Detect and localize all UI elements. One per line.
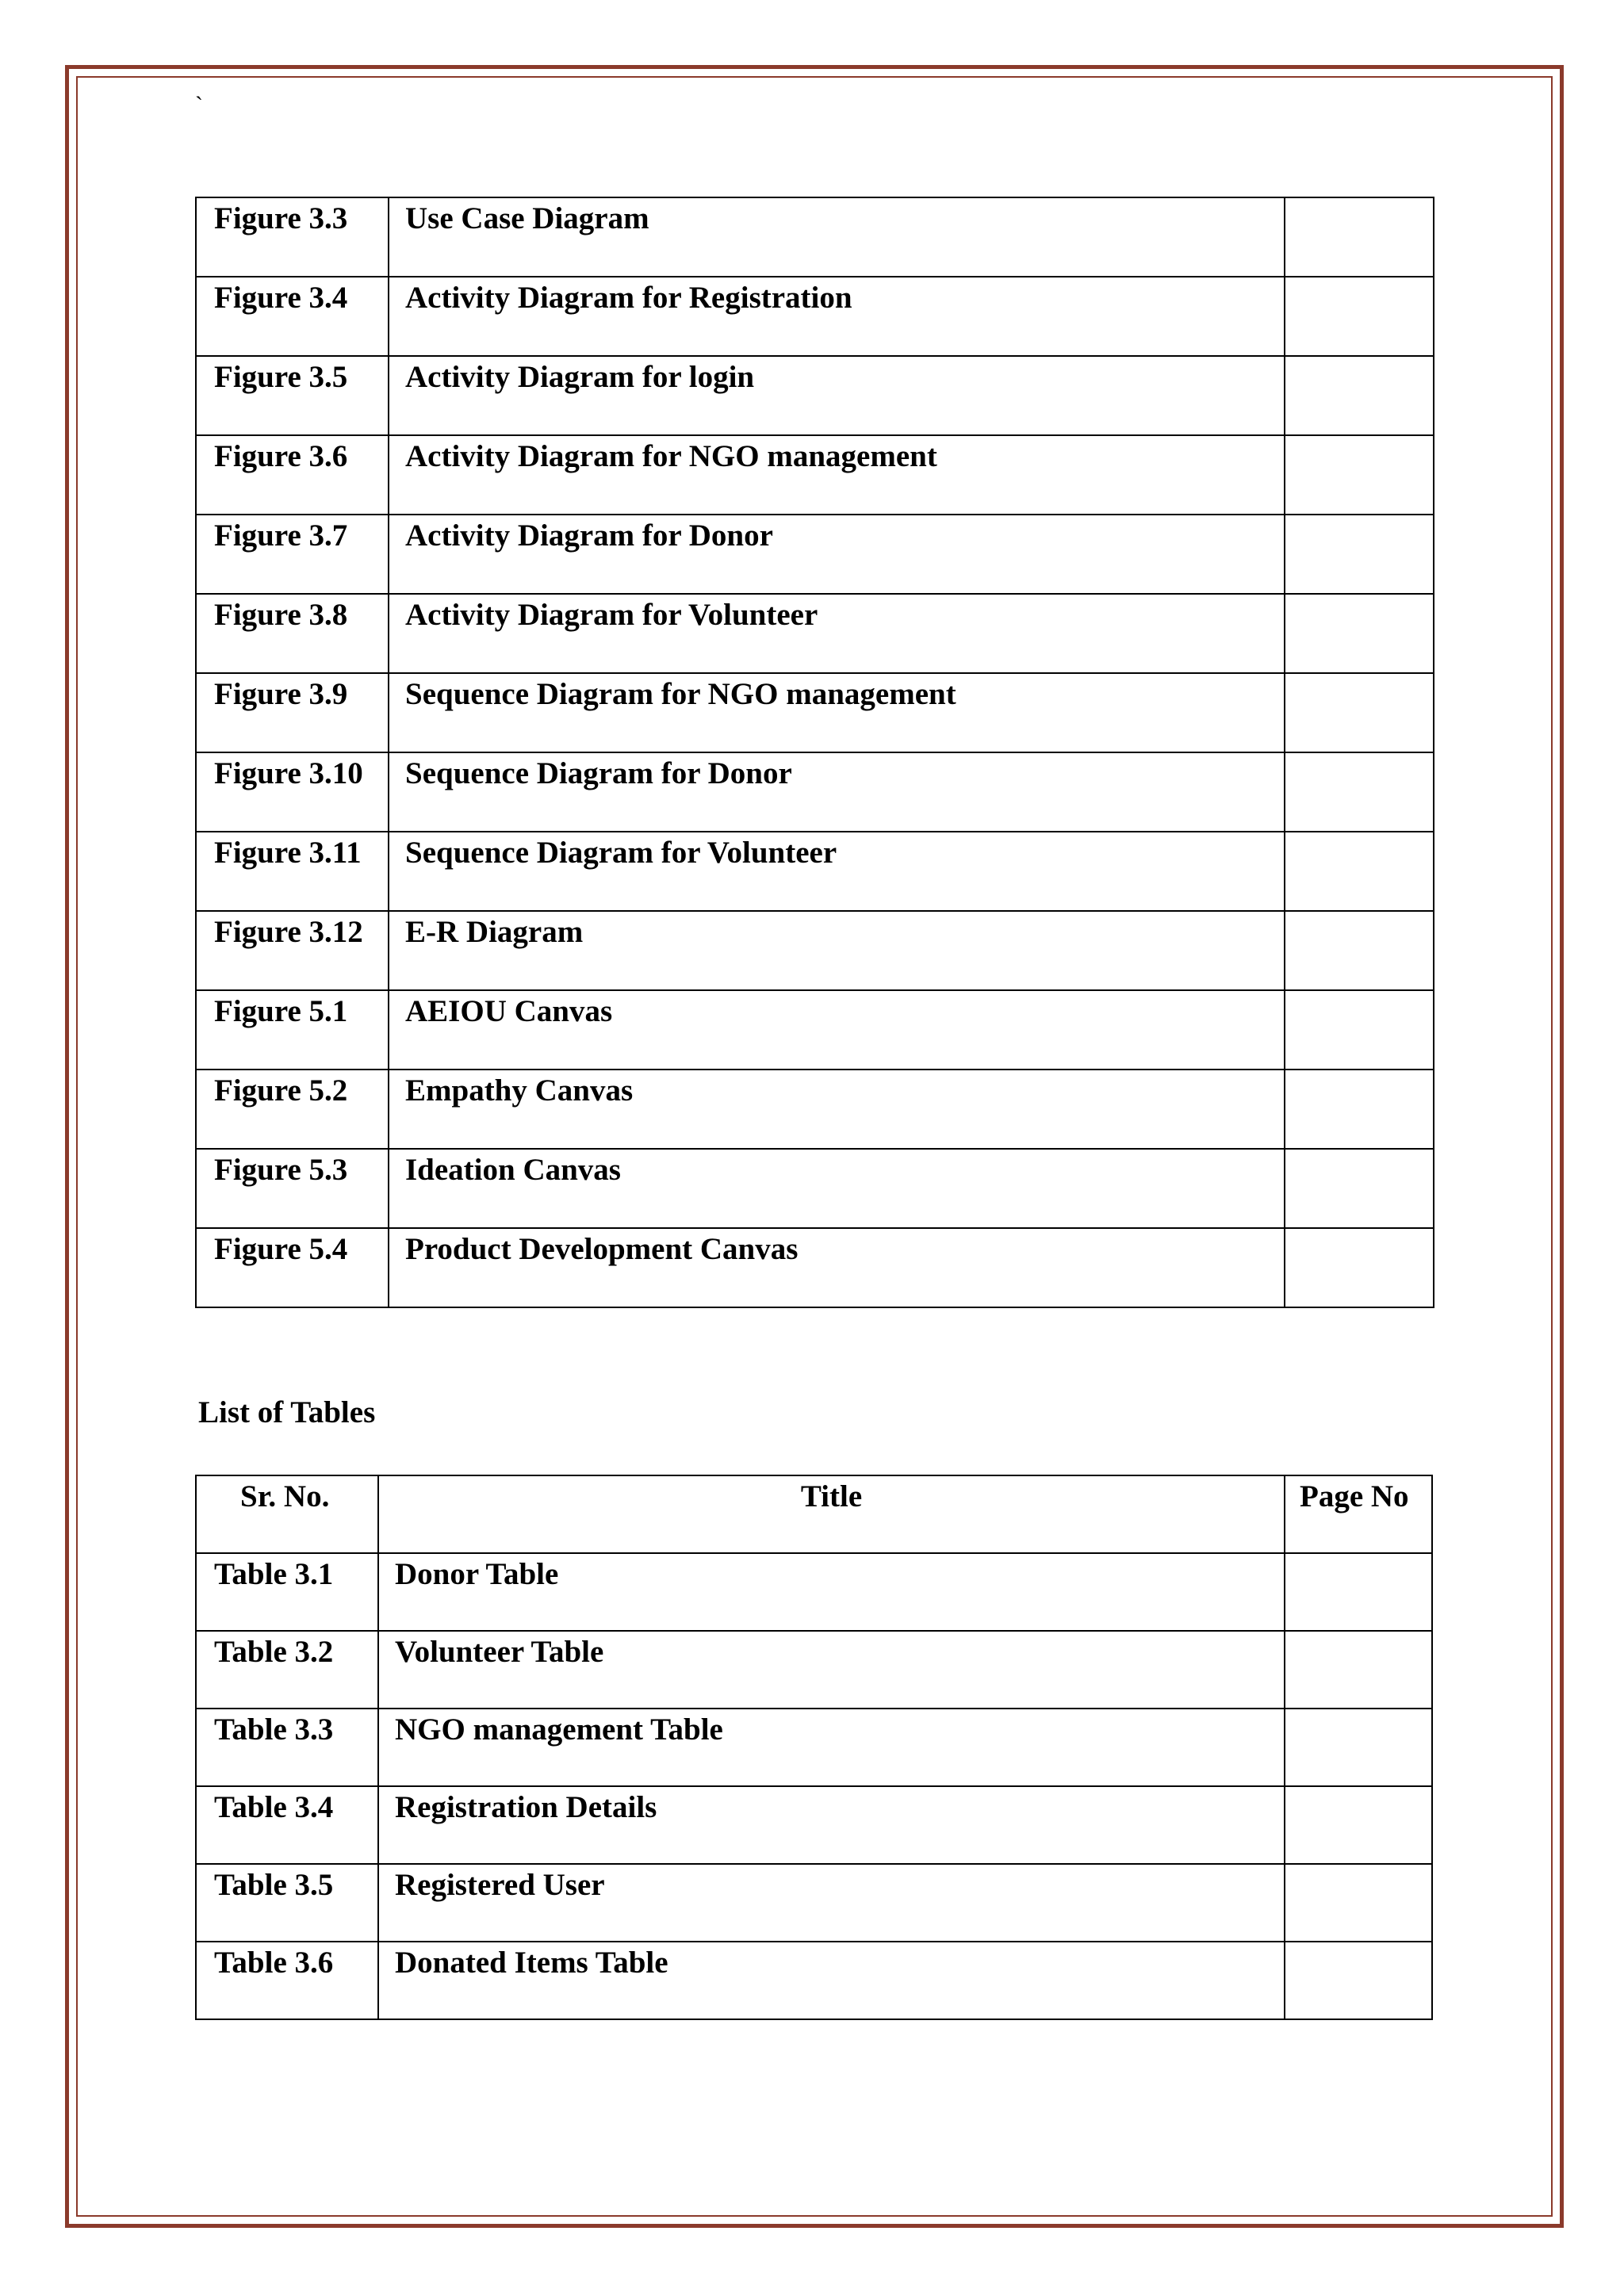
table-number: Table 3.3 xyxy=(196,1709,378,1786)
table-page xyxy=(1285,1709,1432,1786)
table-row xyxy=(196,1864,1432,1942)
table-row xyxy=(196,911,1434,990)
figure-page xyxy=(1285,594,1434,673)
table-page xyxy=(1285,1942,1432,2019)
table-row xyxy=(196,673,1434,752)
table-number: Table 3.4 xyxy=(196,1786,378,1864)
table-row xyxy=(196,1149,1434,1228)
figure-page xyxy=(1285,911,1434,990)
table-row xyxy=(196,1942,1432,2019)
list-of-tables-heading: List of Tables xyxy=(198,1395,376,1429)
figure-title: Activity Diagram for Volunteer xyxy=(389,594,1285,673)
figure-title: Product Development Canvas xyxy=(389,1228,1285,1307)
figure-title: Sequence Diagram for Volunteer xyxy=(389,832,1285,911)
table-title: Volunteer Table xyxy=(378,1631,1285,1709)
figure-page xyxy=(1285,1149,1434,1228)
figure-number: Figure 3.7 xyxy=(196,515,389,594)
figure-page xyxy=(1285,515,1434,594)
figure-title: Sequence Diagram for Donor xyxy=(389,752,1285,832)
figure-number: Figure 5.1 xyxy=(196,990,389,1070)
table-row xyxy=(196,1709,1432,1786)
table-header-row xyxy=(196,1475,1432,1553)
figure-page xyxy=(1285,1070,1434,1149)
table-number: Table 3.1 xyxy=(196,1553,378,1631)
table-row xyxy=(196,990,1434,1070)
figure-page xyxy=(1285,277,1434,356)
figure-number: Figure 3.5 xyxy=(196,356,389,435)
table-row xyxy=(196,277,1434,356)
table-number: Table 3.6 xyxy=(196,1942,378,2019)
figure-number: Figure 5.2 xyxy=(196,1070,389,1149)
column-header-page-no: Page No xyxy=(1285,1475,1432,1553)
table-title: Registration Details xyxy=(378,1786,1285,1864)
table-row xyxy=(196,832,1434,911)
figure-number: Figure 5.4 xyxy=(196,1228,389,1307)
figure-number: Figure 3.6 xyxy=(196,435,389,515)
table-row xyxy=(196,1631,1432,1709)
figure-page xyxy=(1285,673,1434,752)
figure-title: Ideation Canvas xyxy=(389,1149,1285,1228)
figure-number: Figure 3.9 xyxy=(196,673,389,752)
table-row xyxy=(196,435,1434,515)
list-of-figures-table xyxy=(195,197,1434,1308)
figure-title: E-R Diagram xyxy=(389,911,1285,990)
figure-number: Figure 5.3 xyxy=(196,1149,389,1228)
figure-title: AEIOU Canvas xyxy=(389,990,1285,1070)
column-header-sr-no: Sr. No. xyxy=(196,1475,378,1553)
figure-title: Sequence Diagram for NGO management xyxy=(389,673,1285,752)
figure-number: Figure 3.11 xyxy=(196,832,389,911)
figure-title: Activity Diagram for NGO management xyxy=(389,435,1285,515)
table-title: Registered User xyxy=(378,1864,1285,1942)
table-row xyxy=(196,752,1434,832)
figure-title: Activity Diagram for Donor xyxy=(389,515,1285,594)
figure-number: Figure 3.12 xyxy=(196,911,389,990)
table-title: Donor Table xyxy=(378,1553,1285,1631)
table-row xyxy=(196,1228,1434,1307)
figure-page xyxy=(1285,197,1434,277)
figure-page xyxy=(1285,990,1434,1070)
table-row xyxy=(196,515,1434,594)
figure-page xyxy=(1285,832,1434,911)
table-number: Table 3.2 xyxy=(196,1631,378,1709)
figure-number: Figure 3.4 xyxy=(196,277,389,356)
table-title: NGO management Table xyxy=(378,1709,1285,1786)
table-title: Donated Items Table xyxy=(378,1942,1285,2019)
figure-number: Figure 3.3 xyxy=(196,197,389,277)
stray-mark: ` xyxy=(195,92,203,118)
figure-page xyxy=(1285,356,1434,435)
table-row xyxy=(196,594,1434,673)
table-row xyxy=(196,1553,1432,1631)
table-row xyxy=(196,1786,1432,1864)
figure-page xyxy=(1285,752,1434,832)
table-page xyxy=(1285,1631,1432,1709)
table-row xyxy=(196,197,1434,277)
table-page xyxy=(1285,1786,1432,1864)
table-page xyxy=(1285,1553,1432,1631)
table-number: Table 3.5 xyxy=(196,1864,378,1942)
table-row xyxy=(196,356,1434,435)
table-row xyxy=(196,1070,1434,1149)
list-of-tables-table xyxy=(195,1475,1433,2020)
figure-number: Figure 3.10 xyxy=(196,752,389,832)
figure-title: Empathy Canvas xyxy=(389,1070,1285,1149)
figure-title: Use Case Diagram xyxy=(389,197,1285,277)
figure-page xyxy=(1285,1228,1434,1307)
figure-page xyxy=(1285,435,1434,515)
column-header-title: Title xyxy=(378,1475,1285,1553)
figure-number: Figure 3.8 xyxy=(196,594,389,673)
table-page xyxy=(1285,1864,1432,1942)
figure-title: Activity Diagram for login xyxy=(389,356,1285,435)
figure-title: Activity Diagram for Registration xyxy=(389,277,1285,356)
